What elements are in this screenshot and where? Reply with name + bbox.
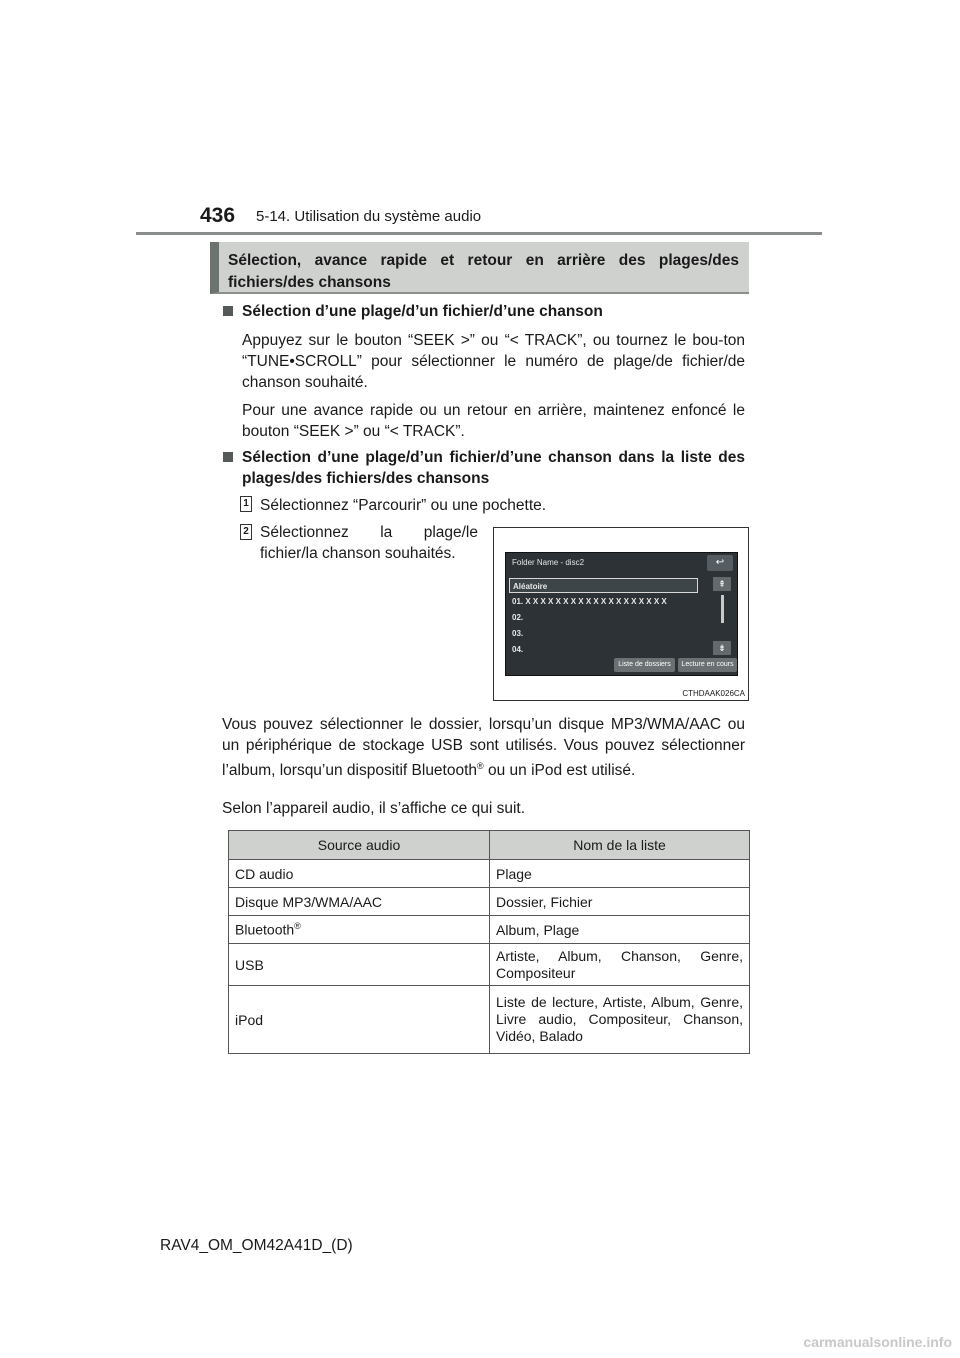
cell-source: Disque MP3/WMA/AAC	[229, 888, 490, 916]
section-header	[210, 242, 749, 294]
subheading-list-selection: Sélection d’une plage/d’un fichier/d’une chanson dans la liste des plages/des fichiers/des chansons	[242, 449, 745, 487]
page-number: 436	[200, 204, 236, 227]
registered-mark: ®	[477, 761, 484, 771]
paragraph-text: Vous pouvez sélectionner le dossier, lorsqu’un disque MP3/WMA/AAC ou un périphérique de stockage USB sont utilisés. Vous pouvez sélectionner l’album, lorsqu’un dispositif Bluetooth	[222, 716, 745, 780]
bullet-square-icon	[223, 452, 233, 462]
header-divider	[136, 232, 822, 235]
paragraph-intro-table: Selon l’appareil audio, il s’affiche ce qui suit.	[222, 800, 526, 817]
cell-source-text: Bluetooth	[235, 921, 295, 938]
list-item[interactable]: 04.	[512, 645, 524, 654]
cell-source	[229, 916, 490, 944]
audio-list-screen	[505, 552, 738, 676]
paragraph-seek: Appuyez sur le bouton “SEEK >” ou “< TRACK”, ou tournez le bou-ton “TUNE•SCROLL” pour sélectionner le numéro de plage/de fichier/de chanson souhaité.	[242, 332, 745, 391]
scroll-down-button[interactable]: ⇟	[713, 641, 731, 655]
cell-source: USB	[229, 944, 490, 986]
bullet-square-icon	[223, 306, 233, 316]
paragraph-text-end: ou un iPod est utilisé.	[483, 762, 636, 780]
step-1-number: 1	[240, 496, 252, 512]
column-header-source: Source audio	[229, 831, 490, 860]
scroll-up-button[interactable]: ⇞	[713, 577, 731, 591]
paragraph-folder-album	[222, 714, 745, 781]
registered-mark: ®	[294, 921, 301, 932]
step-2-number: 2	[240, 524, 252, 540]
list-item[interactable]: 02.	[512, 613, 524, 622]
cell-list: Plage	[490, 860, 750, 888]
back-button[interactable]: ↩	[707, 555, 733, 571]
step-1-text: Sélectionnez “Parcourir” ou une pochette.	[260, 497, 547, 514]
document-code-footer: RAV4_OM_OM42A41D_(D)	[160, 1237, 353, 1254]
watermark: carmanualsonline.info	[803, 1334, 952, 1350]
cell-source: CD audio	[229, 860, 490, 888]
paragraph-fast-forward: Pour une avance rapide ou un retour en arrière, maintenez enfoncé le bouton “SEEK >” ou “< TRACK”.	[242, 402, 745, 440]
scrollbar[interactable]	[721, 595, 724, 623]
folder-list-button[interactable]: Liste de dossiers	[614, 658, 675, 672]
table-row	[229, 986, 750, 1054]
table-row	[229, 888, 750, 916]
cell-list: Album, Plage	[490, 916, 750, 944]
table-row	[229, 944, 750, 986]
subheading-selection: Sélection d’une plage/d’un fichier/d’une chanson	[242, 303, 603, 320]
audio-source-table	[228, 830, 750, 1054]
chapter-title: 5-14. Utilisation du système audio	[256, 208, 482, 225]
list-item-shuffle[interactable]: Aléatoire	[509, 578, 698, 593]
cell-source: iPod	[229, 986, 490, 1054]
section-title: Sélection, avance rapide et retour en arrière des plages/des fichiers/des chansons	[228, 252, 739, 291]
step-2-text: Sélectionnez la plage/le fichier/la chanson souhaités.	[260, 524, 478, 562]
table-header-row	[229, 831, 750, 860]
list-item[interactable]: 01. X X X X X X X X X X X X X X X X X X X	[512, 597, 667, 606]
figure-code: CTHDAAK026CA	[682, 689, 745, 698]
now-playing-button[interactable]: Lecture en cours	[678, 658, 737, 672]
table-row	[229, 860, 750, 888]
cell-list: Liste de lecture, Artiste, Album, Genre, Livre audio, Compositeur, Chanson, Vidéo, Balado	[490, 986, 750, 1054]
list-item[interactable]: 03.	[512, 629, 524, 638]
cell-list: Dossier, Fichier	[490, 888, 750, 916]
screen-illustration	[493, 527, 749, 701]
cell-list: Artiste, Album, Chanson, Genre, Compositeur	[490, 944, 750, 986]
table-row	[229, 916, 750, 944]
column-header-list: Nom de la liste	[490, 831, 750, 860]
folder-name-title: Folder Name - disc2	[512, 558, 585, 567]
